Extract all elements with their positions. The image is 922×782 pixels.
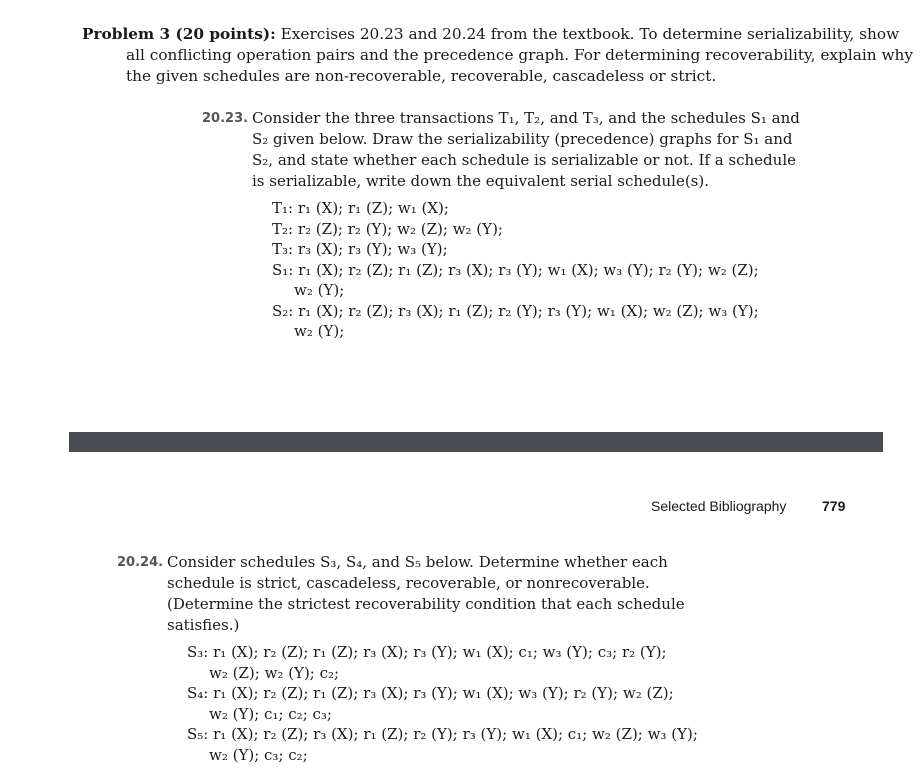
schedule-block xyxy=(187,642,727,765)
schedule-block xyxy=(272,198,812,342)
transaction-t1: T₁: r₁ (X); r₁ (Z); w₁ (X); xyxy=(272,199,449,217)
schedule-s3-cont: w₂ (Z); w₂ (Y); c₂; xyxy=(209,663,340,682)
problem-text: Exercises 20.23 and 20.24 from the textbook. To determine serializability, show all conflicting operation pairs and the precedence graph. For determining recoverability, explain why the given schedules are non-recoverable, recoverable, cascadeless or strict. xyxy=(126,25,914,85)
running-header-title: Selected Bibliography xyxy=(651,498,787,514)
schedule-s1-cont: w₂ (Y); xyxy=(294,281,345,299)
transaction-t2: T₂: r₂ (Z); r₂ (Y); w₂ (Z); w₂ (Y); xyxy=(272,219,503,238)
exercise-number: 20.23. xyxy=(202,111,249,126)
page-number: 779 xyxy=(822,498,846,514)
schedule-s1: S₁: r₁ (X); r₂ (Z); r₁ (Z); r₃ (X); r₃ (Y); w₁ (X); w₃ (Y); r₂ (Y); w₂ (Z); xyxy=(272,260,759,279)
exercise-text: Consider schedules S₃, S₄, and S₅ below. Determine whether each schedule is strict, cascadeless, recoverable, or nonrecoverable. (Determine the strictest recoverability condition that each schedule satisfies.) xyxy=(167,553,685,634)
transaction-t3: T₃: r₃ (X); r₃ (Y); w₃ (Y); xyxy=(272,240,448,258)
schedule-s5-cont: w₂ (Y); c₃; c₂; xyxy=(209,745,308,764)
schedule-s2-cont: w₂ (Y); xyxy=(294,322,345,340)
exercise-number: 20.24. xyxy=(117,555,164,570)
schedule-s4-cont: w₂ (Y); c₁; c₂; c₃; xyxy=(209,704,332,723)
problem-statement xyxy=(82,24,916,87)
problem-heading: Problem 3 (20 points): xyxy=(82,25,276,43)
schedule-s5: S₅: r₁ (X); r₂ (Z); r₃ (X); r₁ (Z); r₂ (Y); r₃ (Y); w₁ (X); c₁; w₂ (Z); w₃ (Y); xyxy=(187,725,698,743)
schedule-s2: S₂: r₁ (X); r₂ (Z); r₃ (X); r₁ (Z); r₂ (Y); r₃ (Y); w₁ (X); w₂ (Z); w₃ (Y); xyxy=(272,301,759,320)
schedule-s4: S₄: r₁ (X); r₂ (Z); r₁ (Z); r₃ (X); r₃ (Y); w₁ (X); w₃ (Y); r₂ (Y); w₂ (Z); xyxy=(187,684,674,702)
exercise-text: Consider the three transactions T₁, T₂, and T₃, and the schedules S₁ and S₂ given below. Draw the serializability (precedence) graphs for S₁ and S₂, and state whether each schedule is serializable or not. If a schedule is serializable, write down the equivalent serial schedule(s). xyxy=(252,109,800,190)
schedule-s3: S₃: r₁ (X); r₂ (Z); r₁ (Z); r₃ (X); r₃ (Y); w₁ (X); c₁; w₃ (Y); c₃; r₂ (Y); xyxy=(187,643,667,661)
page-divider-band xyxy=(69,432,883,452)
